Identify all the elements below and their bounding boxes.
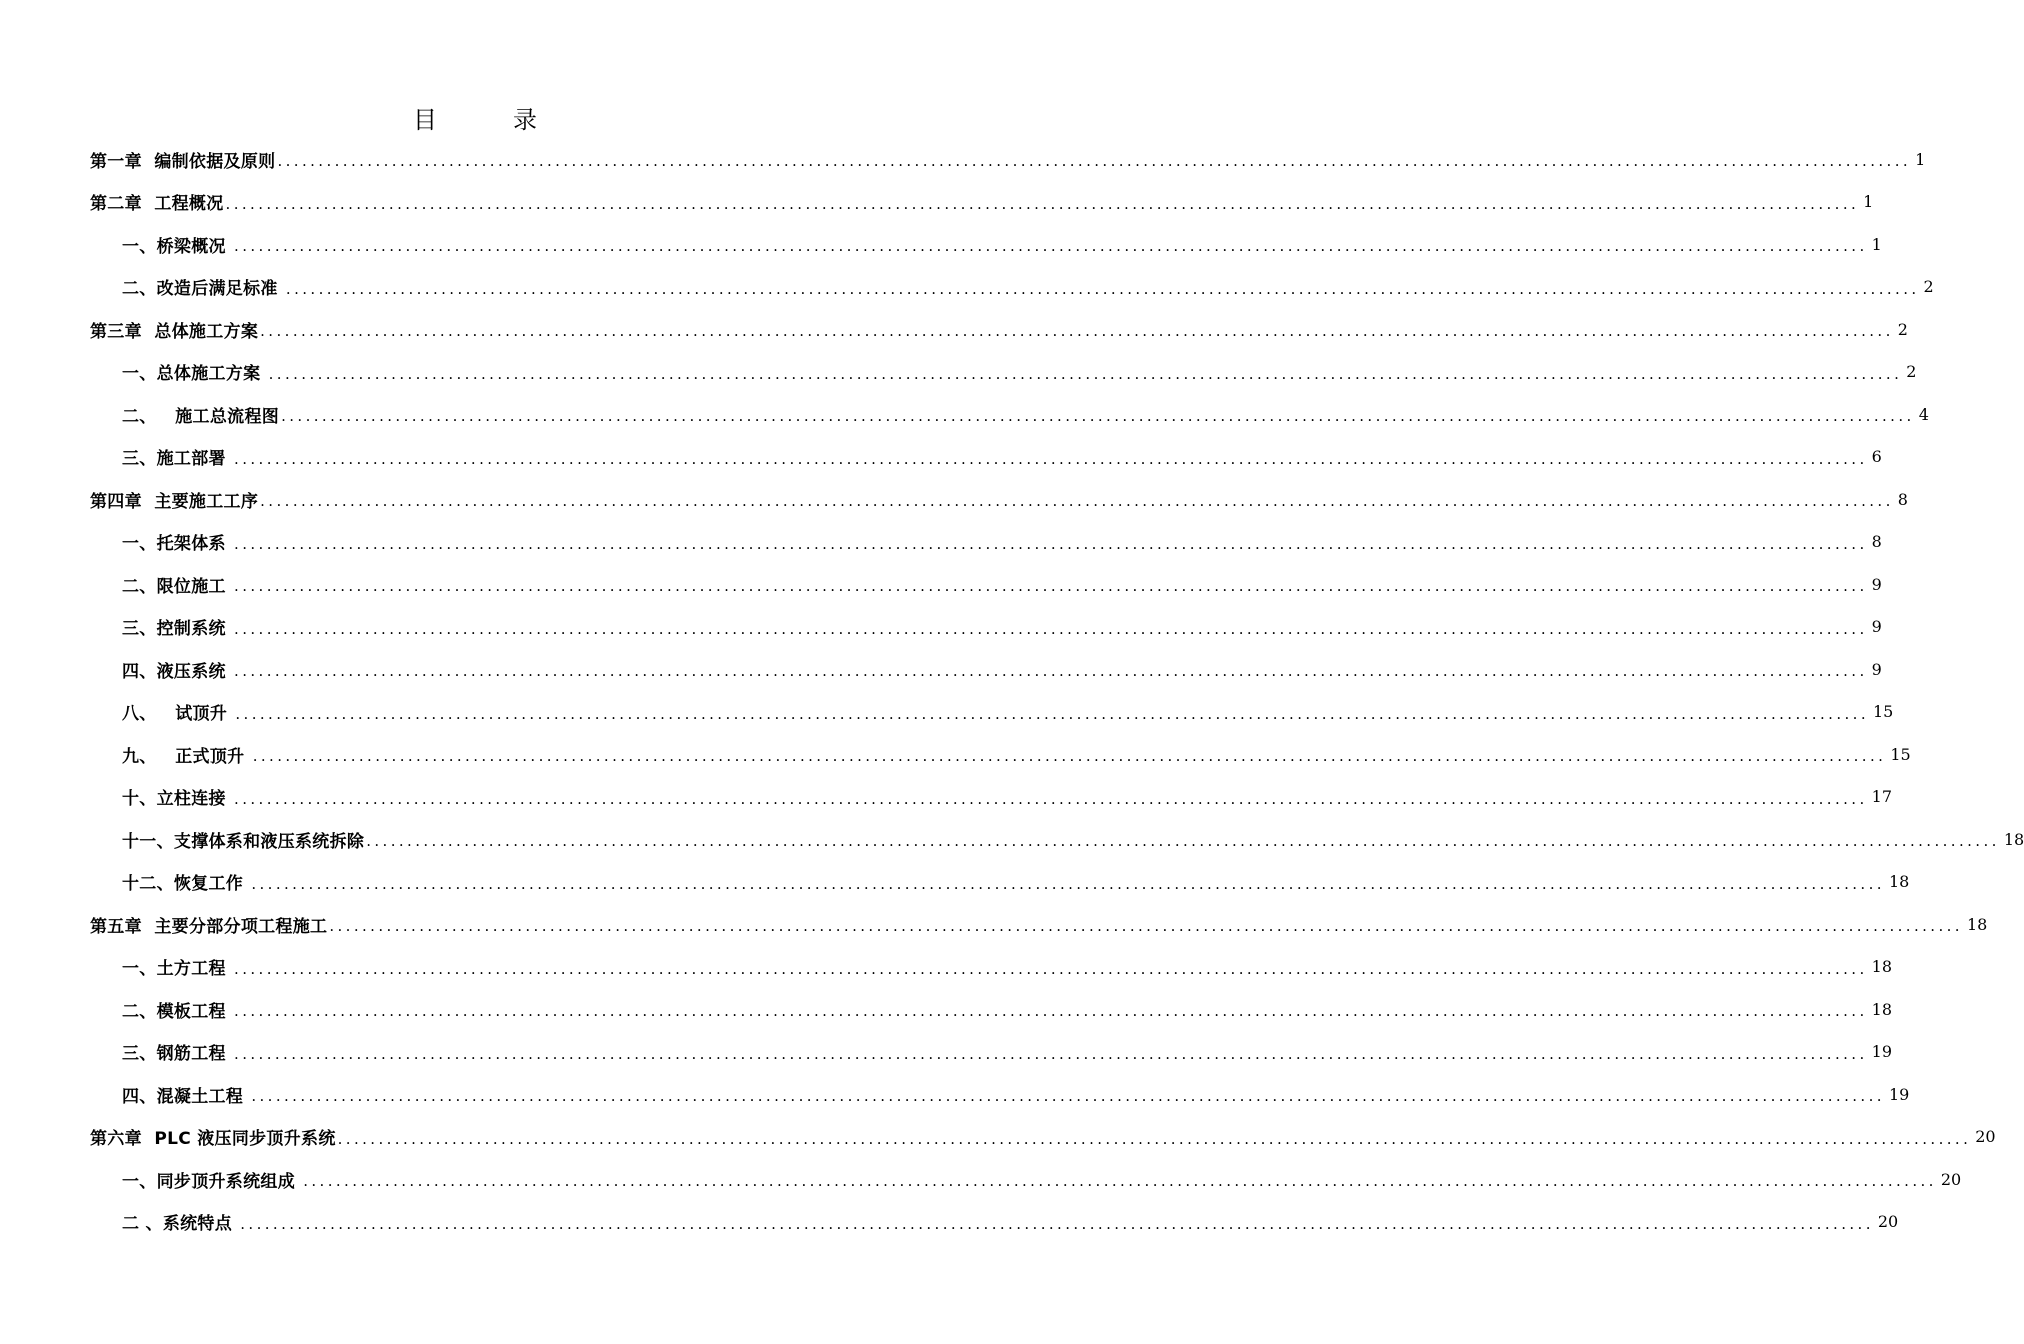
toc-entry-label: 一、同步顶升系统组成 — [122, 1171, 302, 1192]
toc-page-number: 18 — [1888, 872, 1910, 892]
toc-dot-leader: ........................................................................................................................................................................................................ — [234, 619, 1868, 638]
toc-entry-label: 十二、恢复工作 — [122, 874, 250, 895]
toc-section-entry[interactable] — [0, 1031, 1893, 1074]
toc-page-number: 18 — [1871, 999, 1893, 1019]
toc-entry-label: 一、总体施工方案 — [122, 364, 267, 385]
toc-page-number: 2 — [1906, 362, 1917, 382]
toc-entry-label: 九、 正式顶升 — [122, 746, 251, 767]
toc-section-entry[interactable] — [0, 563, 1882, 606]
toc-section-entry[interactable] — [0, 436, 1882, 479]
toc-page-number: 1 — [1915, 149, 1926, 169]
toc-page-number: 15 — [1873, 702, 1894, 722]
toc-entry-label: 二、限位施工 — [122, 576, 233, 597]
toc-page-number: 1 — [1871, 234, 1882, 254]
toc-page-number: 8 — [1871, 532, 1882, 552]
toc-entry-label: 八、 试顶升 — [122, 704, 234, 725]
toc-entry-label: 二、改造后满足标准 — [122, 279, 284, 300]
toc-page-number: 8 — [1897, 489, 1908, 509]
toc-section-entry[interactable] — [0, 521, 1882, 564]
toc-entry-label: 四、混凝土工程 — [122, 1086, 250, 1107]
toc-page-number: 9 — [1871, 659, 1882, 679]
toc-chapter-entry[interactable] — [0, 1116, 1996, 1159]
toc-page-number: 6 — [1871, 447, 1882, 467]
toc-section-entry[interactable] — [0, 861, 1910, 904]
toc-dot-leader: ........................................................................................................................................................................................................ — [225, 194, 1860, 213]
toc-dot-leader: ........................................................................................................................................................................................................ — [281, 407, 1915, 426]
toc-page-number: 2 — [1923, 277, 1934, 297]
toc-section-entry[interactable] — [0, 946, 1893, 989]
toc-chapter-entry[interactable] — [0, 181, 1874, 224]
toc-entry-label: 十一、支撑体系和液压系统拆除 — [122, 831, 365, 852]
toc-dot-leader: ........................................................................................................................................................................................................ — [285, 279, 1920, 298]
toc-section-entry[interactable] — [0, 606, 1882, 649]
toc-page-number: 18 — [1966, 914, 1988, 934]
toc-page-number: 4 — [1918, 404, 1929, 424]
toc-dot-leader: ........................................................................................................................................................................................................ — [234, 577, 1868, 596]
toc-page-number: 1 — [1863, 192, 1874, 212]
toc-entry-label: 第五章 主要分部分项工程施工 — [90, 916, 328, 937]
toc-entry-label: 二 、系统特点 — [122, 1214, 239, 1235]
toc-page-number: 20 — [1975, 1127, 1996, 1147]
toc-dot-leader: ........................................................................................................................................................................................................ — [235, 704, 1869, 723]
toc-entry-label: 一、土方工程 — [122, 959, 233, 980]
toc-entry-label: 三、控制系统 — [122, 619, 233, 640]
toc-dot-leader: ........................................................................................................................................................................................................ — [240, 1214, 1874, 1233]
toc-section-entry[interactable] — [0, 1201, 1899, 1244]
toc-page-number: 19 — [1888, 1084, 1910, 1104]
toc-dot-leader: ........................................................................................................................................................................................................ — [234, 449, 1868, 468]
toc-dot-leader: ........................................................................................................................................................................................................ — [234, 959, 1868, 978]
toc-dot-leader: ........................................................................................................................................................................................................ — [252, 747, 1887, 766]
toc-entry-label: 三、施工部署 — [122, 449, 233, 470]
toc-page-number: 9 — [1871, 574, 1882, 594]
toc-entry-label: 一、桥梁概况 — [122, 236, 233, 257]
toc-title: 目 录 — [413, 106, 563, 134]
toc-chapter-entry[interactable] — [0, 138, 1926, 181]
toc-chapter-entry[interactable] — [0, 478, 1908, 521]
toc-section-entry[interactable] — [0, 223, 1882, 266]
toc-entry-label: 四、液压系统 — [122, 661, 233, 682]
toc-dot-leader: ........................................................................................................................................................................................................ — [251, 1087, 1885, 1106]
toc-page-number: 19 — [1871, 1042, 1893, 1062]
toc-section-entry[interactable] — [0, 266, 1934, 309]
toc-section-entry[interactable] — [0, 393, 1929, 436]
toc-entry-label: 第六章 PLC 液压同步顶升系统 — [90, 1129, 336, 1150]
toc-dot-leader: ........................................................................................................................................................................................................ — [234, 534, 1868, 553]
toc-dot-leader: ........................................................................................................................................................................................................ — [277, 152, 1912, 171]
toc-chapter-entry[interactable] — [0, 903, 1988, 946]
toc-entry-label: 第四章 主要施工工序 — [90, 491, 259, 512]
toc-page-number: 15 — [1890, 744, 1911, 764]
toc-section-entry[interactable] — [0, 776, 1893, 819]
toc-page-number: 2 — [1897, 319, 1908, 339]
toc-dot-leader: ........................................................................................................................................................................................................ — [234, 789, 1868, 808]
toc-page-number: 18 — [1871, 957, 1893, 977]
toc-entry-label: 十、立柱连接 — [122, 789, 233, 810]
toc-page-number: 20 — [1877, 1212, 1899, 1232]
toc-dot-leader: ........................................................................................................................................................................................................ — [251, 874, 1885, 893]
toc-section-entry[interactable] — [0, 351, 1917, 394]
toc-page-number: 20 — [1940, 1169, 1962, 1189]
toc-dot-leader: ........................................................................................................................................................................................................ — [260, 492, 1894, 511]
toc-page-number: 9 — [1871, 617, 1882, 637]
toc-section-entry[interactable] — [0, 818, 2024, 861]
toc-dot-leader: ........................................................................................................................................................................................................ — [260, 322, 1894, 341]
toc-entry-label: 第二章 工程概况 — [90, 194, 224, 215]
toc-entry-label: 第三章 总体施工方案 — [90, 321, 259, 342]
toc-dot-leader: ........................................................................................................................................................................................................ — [303, 1172, 1937, 1191]
toc-section-entry[interactable] — [0, 691, 1894, 734]
toc-dot-leader: ........................................................................................................................................................................................................ — [329, 917, 1963, 936]
toc-dot-leader: ........................................................................................................................................................................................................ — [268, 364, 1903, 383]
toc-entry-label: 三、钢筋工程 — [122, 1044, 233, 1065]
toc-dot-leader: ........................................................................................................................................................................................................ — [234, 662, 1868, 681]
table-of-contents — [0, 138, 2024, 1243]
toc-section-entry[interactable] — [0, 1073, 1910, 1116]
toc-dot-leader: ........................................................................................................................................................................................................ — [337, 1129, 1972, 1148]
toc-dot-leader: ........................................................................................................................................................................................................ — [234, 237, 1868, 256]
toc-page-number: 17 — [1871, 787, 1893, 807]
toc-section-entry[interactable] — [0, 1158, 1962, 1201]
toc-dot-leader: ........................................................................................................................................................................................................ — [366, 832, 2000, 851]
toc-section-entry[interactable] — [0, 988, 1893, 1031]
toc-dot-leader: ........................................................................................................................................................................................................ — [234, 1002, 1868, 1021]
toc-page-number: 18 — [2003, 829, 2024, 849]
toc-entry-label: 二、模板工程 — [122, 1001, 233, 1022]
toc-section-entry[interactable] — [0, 648, 1882, 691]
toc-dot-leader: ........................................................................................................................................................................................................ — [234, 1044, 1868, 1063]
toc-entry-label: 第一章 编制依据及原则 — [90, 151, 276, 172]
toc-entry-label: 二、 施工总流程图 — [122, 406, 280, 427]
toc-entry-label: 一、托架体系 — [122, 534, 233, 555]
toc-section-entry[interactable] — [0, 733, 1911, 776]
toc-chapter-entry[interactable] — [0, 308, 1908, 351]
